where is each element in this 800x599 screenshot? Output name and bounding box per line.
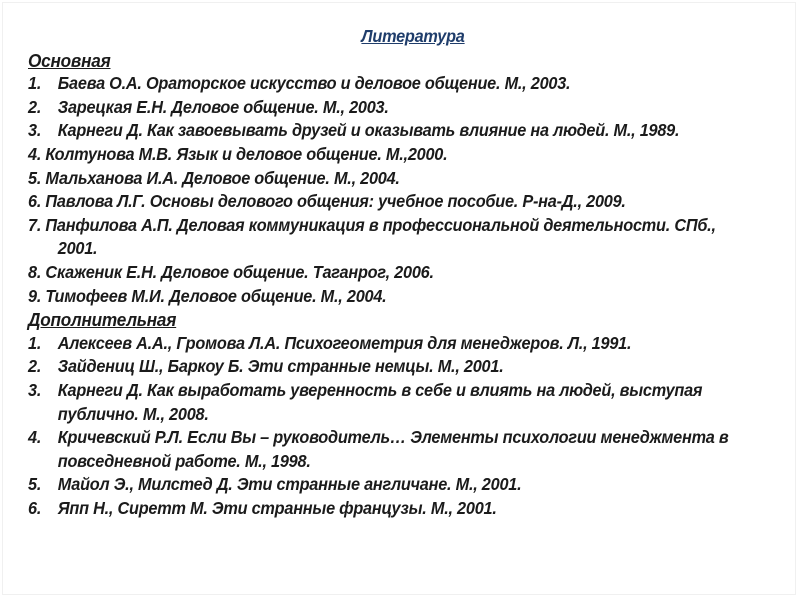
list-item: [28, 143, 744, 167]
item-number: 2.: [28, 96, 42, 117]
item-number: 7.: [28, 214, 42, 235]
item-number: 6.: [28, 497, 42, 518]
item-number: 5.: [28, 167, 42, 188]
list-item: [28, 214, 744, 261]
item-number: 6.: [28, 191, 42, 212]
list-item: [28, 96, 744, 120]
section-heading-additional: Дополнительная: [28, 309, 177, 331]
item-text: Скаженик Е.Н. Деловое общение. Таганрог, 2006.: [45, 261, 434, 282]
list-item: [28, 190, 744, 214]
list-item: [28, 426, 744, 473]
list-item: [28, 167, 744, 191]
list-item: [28, 119, 744, 143]
item-number: 3.: [28, 379, 42, 400]
item-text: Зарецкая Е.Н. Деловое общение. М., 2003.: [57, 96, 389, 117]
item-number: 4.: [28, 143, 42, 164]
list-item: [28, 497, 744, 521]
list-item: [28, 285, 744, 309]
item-number: 8.: [28, 261, 42, 282]
item-number: 3.: [28, 120, 42, 141]
item-text: Павлова Л.Г. Основы делового общения: учебное пособие. Р-на-Д., 2009.: [45, 191, 626, 212]
item-text: Карнеги Д. Как завоевывать друзей и оказывать влияние на людей. М., 1989.: [57, 120, 680, 141]
item-number: 1.: [28, 73, 42, 94]
list-item: [28, 379, 744, 426]
item-number: 4.: [28, 427, 42, 448]
item-text: Алексеев А.А., Громова Л.А. Психогеометрия для менеджеров. Л., 1991.: [57, 332, 632, 353]
list-item: [28, 473, 744, 497]
additional-list: [28, 332, 744, 521]
bibliography: [28, 25, 744, 520]
item-text: Баева О.А. Ораторское искусство и деловое общение. М., 2003.: [57, 73, 571, 94]
main-list: [28, 72, 744, 308]
item-text: Мальханова И.А. Деловое общение. М., 2004.: [45, 167, 400, 188]
page-title: Литература: [361, 26, 465, 46]
item-number: 5.: [28, 474, 42, 495]
list-item: [28, 261, 744, 285]
item-text: Тимофеев М.И. Деловое общение. М., 2004.: [45, 285, 387, 306]
item-text: Кричевский Р.Л. Если Вы – руководитель… Элементы психологии менеджмента в повседневной работе. М., 1998.: [57, 427, 729, 471]
item-number: 1.: [28, 332, 42, 353]
item-number: 2.: [28, 356, 42, 377]
item-text: Панфилова А.П. Деловая коммуникация в профессиональной деятельности. СПб., 2001.: [45, 214, 716, 259]
item-number: 9.: [28, 285, 42, 306]
list-item: [28, 72, 744, 96]
item-text: Колтунова М.В. Язык и деловое общение. М.,2000.: [45, 143, 448, 164]
item-text: Япп Н., Сиретт М. Эти странные французы. М., 2001.: [57, 497, 497, 518]
list-item: [28, 355, 744, 379]
item-text: Зайдениц Ш., Баркоу Б. Эти странные немцы. М., 2001.: [57, 356, 504, 377]
section-heading-main: Основная: [28, 49, 111, 71]
item-text: Майол Э., Милстед Д. Эти странные англичане. М., 2001.: [57, 474, 522, 495]
list-item: [28, 332, 744, 356]
item-text: Карнеги Д. Как выработать уверенность в себе и влиять на людей, выступая публично. М., 2008.: [57, 379, 703, 424]
